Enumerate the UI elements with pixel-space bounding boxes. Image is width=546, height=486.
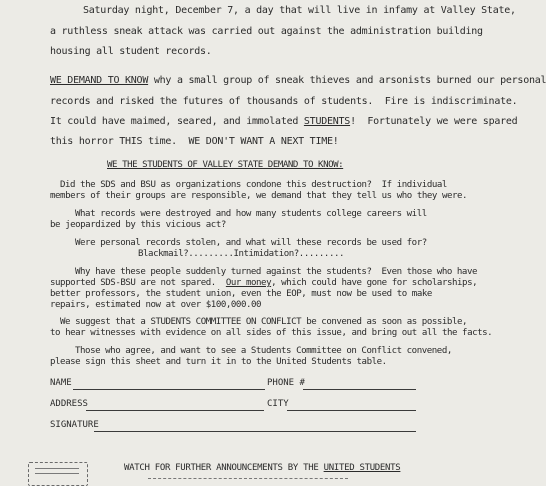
phone-line[interactable] — [303, 389, 416, 390]
address-line[interactable] — [86, 410, 264, 411]
suggestion-line-2: to hear witnesses with evidence on all sides of this issue, and bring out all the facts. — [50, 328, 493, 338]
question-4-line-3: better professors, the student union, even the EOP, must now be used to make — [50, 289, 432, 299]
phone-label: PHONE # — [267, 378, 305, 388]
demand-line-2: records and risked the futures of thousands of students. Fire is indiscriminate. — [50, 96, 518, 107]
united-students-emphasis: UNITED STUDENTS — [323, 463, 401, 473]
question-4-line-1: Why have these people suddenly turned against the students? Even those who have — [75, 267, 477, 277]
city-label: CITY — [267, 399, 289, 409]
signature-line[interactable] — [94, 431, 416, 432]
demand-line-3 — [50, 116, 517, 128]
question-4-line-2-post: , which could have gone for scholarships, — [271, 278, 478, 288]
intro-line-1: Saturday night, December 7, a day that will live in infamy at Valley State, — [83, 5, 516, 16]
demand-line-1-text: why a small group of sneak thieves and arsonists burned our personal — [148, 75, 546, 86]
question-3-line-2: Blackmail?.........Intimidation?......... — [138, 249, 345, 259]
intro-line-3: housing all student records. — [50, 46, 212, 57]
stamp-mark — [28, 462, 88, 486]
question-1-line-1: Did the SDS and BSU as organizations condone this destruction? If individual — [60, 180, 447, 190]
stamp-text-bar — [35, 468, 79, 474]
our-money-emphasis: Our money — [225, 278, 272, 288]
question-1-line-2: members of their groups are responsible, we demand that they tell us who they were. — [50, 191, 468, 201]
name-line[interactable] — [73, 389, 265, 390]
name-label: NAME — [50, 378, 72, 388]
demand-line-3-pre: It could have maimed, seared, and immolated — [50, 116, 304, 127]
question-2-line-2: be jeopardized by this vicious act? — [50, 220, 226, 230]
signup-line-2: please sign this sheet and turn it in to the United Students table. — [50, 357, 387, 367]
demand-line-4: this horror THIS time. WE DON'T WANT A NEXT TIME! — [50, 136, 339, 147]
question-4-line-4: repairs, estimated now at over $100,000.00 — [50, 300, 262, 310]
footer-announcement — [124, 463, 400, 474]
intro-line-2: a ruthless sneak attack was carried out against the administration building — [50, 26, 483, 37]
students-emphasis: STUDENTS — [303, 116, 351, 127]
question-4-line-2-pre: supported SDS-BSU are not spared. — [50, 278, 226, 288]
address-label: ADDRESS — [50, 399, 88, 409]
question-4-line-2 — [50, 278, 477, 289]
demand-label: WE DEMAND TO KNOW — [50, 75, 149, 86]
question-3-line-1: Were personal records stolen, and what will these records be used for? — [75, 238, 427, 248]
demand-line-3-post: ! Fortunately we were spared — [350, 116, 518, 127]
footer-announcement-text: WATCH FOR FURTHER ANNOUNCEMENTS BY THE — [124, 463, 324, 473]
demand-line-1 — [50, 75, 546, 87]
question-2-line-1: What records were destroyed and how many students college careers will — [75, 209, 427, 219]
suggestion-line-1: We suggest that a STUDENTS COMMITTEE ON CONFLICT be convened as soon as possible, — [60, 317, 468, 327]
signup-line-1: Those who agree, and want to see a Students Committee on Conflict convened, — [75, 346, 452, 356]
city-line[interactable] — [287, 410, 416, 411]
section-heading: WE THE STUDENTS OF VALLEY STATE DEMAND TO KNOW: — [107, 160, 344, 170]
footer-cut-line — [148, 478, 348, 479]
signature-label: SIGNATURE — [50, 420, 99, 430]
